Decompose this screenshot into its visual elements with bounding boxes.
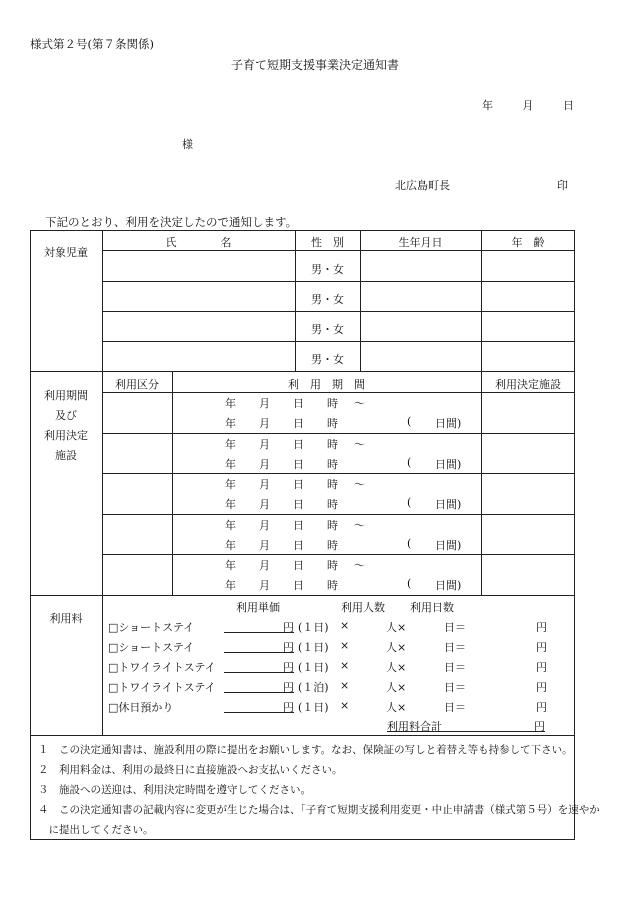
period-to-part: 年 <box>225 458 236 471</box>
fee-days: 日＝ <box>444 701 466 714</box>
fee-unit-price-blank <box>224 659 294 673</box>
header-sex: 性 別 <box>311 236 344 249</box>
period-from-part: 月 <box>259 519 270 532</box>
period-from-part: 年 <box>225 397 236 410</box>
period-from-part: 日 <box>293 478 304 491</box>
period-to-part: 日 <box>293 579 304 592</box>
fee-total <box>387 718 545 732</box>
fee-days: 日＝ <box>444 681 466 694</box>
date-day: 日 <box>563 99 574 112</box>
fee-days: 日＝ <box>444 641 466 654</box>
header-period: 利 用 期 間 <box>288 378 365 391</box>
fee-unit-basis: (１日) <box>298 621 329 634</box>
period-to-part: 時 <box>327 539 338 552</box>
period-days-close: 日間) <box>435 539 462 552</box>
fee-multiply-sign: × <box>340 679 350 692</box>
fee-unit-price-blank <box>224 639 294 653</box>
header-facility: 利用決定施設 <box>495 378 561 391</box>
fee-days: 日＝ <box>444 661 466 674</box>
period-from-part: 日 <box>293 559 304 572</box>
fee-service-type: □トワイライトステイ <box>108 661 216 674</box>
period-to-part: 日 <box>293 458 304 471</box>
sex-choice: 男・女 <box>311 353 344 366</box>
period-days-open: ( <box>407 415 412 428</box>
period-to-part: 時 <box>327 458 338 471</box>
fee-unit-basis: (１日) <box>298 701 329 714</box>
fee-people: 人× <box>386 641 407 654</box>
fee-amount-yen: 円 <box>536 701 547 714</box>
intro-text: 下記のとおり、利用を決定したので通知します。 <box>45 215 298 229</box>
period-from-part: ～ <box>354 478 365 491</box>
fee-amount-yen: 円 <box>536 621 547 634</box>
fee-unit-price-blank <box>224 699 294 713</box>
period-from-part: 時 <box>327 559 338 572</box>
period-from-part: 年 <box>225 519 236 532</box>
period-days-open: ( <box>407 456 412 469</box>
period-days-close: 日間) <box>435 417 462 430</box>
period-to-part: 日 <box>293 498 304 511</box>
fee-total-yen: 円 <box>534 720 545 733</box>
header-category: 利用区分 <box>115 378 159 391</box>
issuer-name: 北広島町長 <box>395 179 450 192</box>
fee-unit-yen: 円 <box>283 621 294 634</box>
date-month: 月 <box>522 99 534 112</box>
sex-choice: 男・女 <box>311 323 344 336</box>
note-item: ２ 利用料金は、利用の最終日に直接施設へお支払いください。 <box>38 764 343 776</box>
period-days-open: ( <box>407 537 412 550</box>
period-from-part: 月 <box>259 559 270 572</box>
fee-multiply-sign: × <box>340 699 350 712</box>
period-days-close: 日間) <box>435 458 462 471</box>
fee-amount-yen: 円 <box>536 641 547 654</box>
period-days-open: ( <box>407 577 412 590</box>
period-to-part: 月 <box>259 539 270 552</box>
decision-form-table <box>30 230 600 840</box>
period-from-part: 年 <box>225 559 236 572</box>
issue-date <box>456 97 574 113</box>
period-days-close: 日間) <box>435 498 462 511</box>
period-to-part: 月 <box>259 458 270 471</box>
sex-choice: 男・女 <box>311 293 344 306</box>
fee-amount-yen: 円 <box>536 681 547 694</box>
period-from-part: 日 <box>293 519 304 532</box>
fee-people: 人× <box>386 661 407 674</box>
header-age: 年 齢 <box>511 236 545 249</box>
period-from-part: ～ <box>354 438 365 451</box>
period-from-part: 月 <box>259 438 270 451</box>
header-unit-price: 利用単価 <box>236 601 280 614</box>
period-from-part: ～ <box>354 397 365 410</box>
sex-choice: 男・女 <box>311 263 344 276</box>
fee-unit-yen: 円 <box>283 661 294 674</box>
period-days-open: ( <box>407 496 412 509</box>
period-from-part: 年 <box>225 438 236 451</box>
header-name: 氏 名 <box>165 236 232 249</box>
fee-days: 日＝ <box>444 621 466 634</box>
fee-amount-yen: 円 <box>536 661 547 674</box>
period-days-close: 日間) <box>435 579 462 592</box>
period-from-part: 年 <box>225 478 236 491</box>
fee-service-type: □ショートステイ <box>108 621 195 634</box>
note-item: に提出してください。 <box>38 824 154 836</box>
period-to-part: 年 <box>225 539 236 552</box>
period-from-part: 月 <box>259 478 270 491</box>
fee-unit-yen: 円 <box>283 641 294 654</box>
period-from-part: ～ <box>354 559 365 572</box>
fee-multiply-sign: × <box>340 639 350 652</box>
period-to-part: 時 <box>327 417 338 430</box>
fee-service-type: □トワイライトステイ <box>108 681 216 694</box>
fee-unit-yen: 円 <box>283 701 294 714</box>
fee-multiply-sign: × <box>340 659 350 672</box>
fee-unit-yen: 円 <box>283 681 294 694</box>
period-to-part: 月 <box>259 498 270 511</box>
fee-unit-price-blank <box>224 619 294 633</box>
period-from-part: 日 <box>293 397 304 410</box>
period-to-part: 月 <box>259 579 270 592</box>
fee-people: 人× <box>386 701 407 714</box>
period-to-part: 時 <box>327 498 338 511</box>
period-to-part: 年 <box>225 498 236 511</box>
period-from-part: 時 <box>327 397 338 410</box>
seal-mark: 印 <box>557 179 568 192</box>
addressee-suffix: 様 <box>182 138 193 151</box>
period-from-part: 時 <box>327 478 338 491</box>
header-people: 利用人数 <box>341 601 385 614</box>
period-label-line: 施設 <box>55 449 77 462</box>
fee-people: 人× <box>386 681 407 694</box>
period-from-part: ～ <box>354 519 365 532</box>
note-item: １ この決定通知書は、施設利用の際に提出をお願いします。なお、保険証の写しと着替え等も持参して下さい。 <box>38 744 573 756</box>
period-to-part: 月 <box>259 417 270 430</box>
period-to-part: 年 <box>225 417 236 430</box>
period-to-part: 日 <box>293 417 304 430</box>
document-title: 子育て短期支援事業決定通知書 <box>230 58 399 72</box>
fee-unit-price-blank <box>224 679 294 693</box>
period-from-part: 時 <box>327 519 338 532</box>
fee-section-label: 利用料 <box>49 612 83 625</box>
fee-multiply-sign: × <box>340 619 350 632</box>
period-from-part: 日 <box>293 438 304 451</box>
form-number-label: 様式第２号(第７条関係) <box>30 37 154 51</box>
note-item: ４ この決定通知書の記載内容に変更が生じた場合は、「子育て短期支援利用変更・中止申請書（様式第５号）を速やか <box>38 804 600 816</box>
fee-unit-basis: (１泊) <box>298 681 329 694</box>
fee-unit-basis: (１日) <box>298 661 329 674</box>
note-item: ３ 施設への送迎は、利用決定時間を遵守してください。 <box>38 784 311 796</box>
fee-unit-basis: (１日) <box>298 641 329 654</box>
period-to-part: 日 <box>293 539 304 552</box>
period-to-part: 年 <box>225 579 236 592</box>
child-section-label: 対象児童 <box>44 246 88 259</box>
period-label-line: 利用期間 <box>44 389 88 402</box>
header-birthdate: 生年月日 <box>398 236 443 249</box>
period-label-line: 及び <box>55 409 77 422</box>
period-label-line: 利用決定 <box>44 429 88 442</box>
fee-service-type: □ショートステイ <box>108 641 195 654</box>
fee-total-label: 利用料合計 <box>387 720 442 733</box>
fee-people: 人× <box>386 621 407 634</box>
period-from-part: 時 <box>327 438 338 451</box>
period-to-part: 時 <box>327 579 338 592</box>
period-from-part: 月 <box>259 397 270 410</box>
fee-service-type: □休日預かり <box>108 701 174 714</box>
header-days: 利用日数 <box>410 601 454 614</box>
date-year: 年 <box>482 99 493 112</box>
